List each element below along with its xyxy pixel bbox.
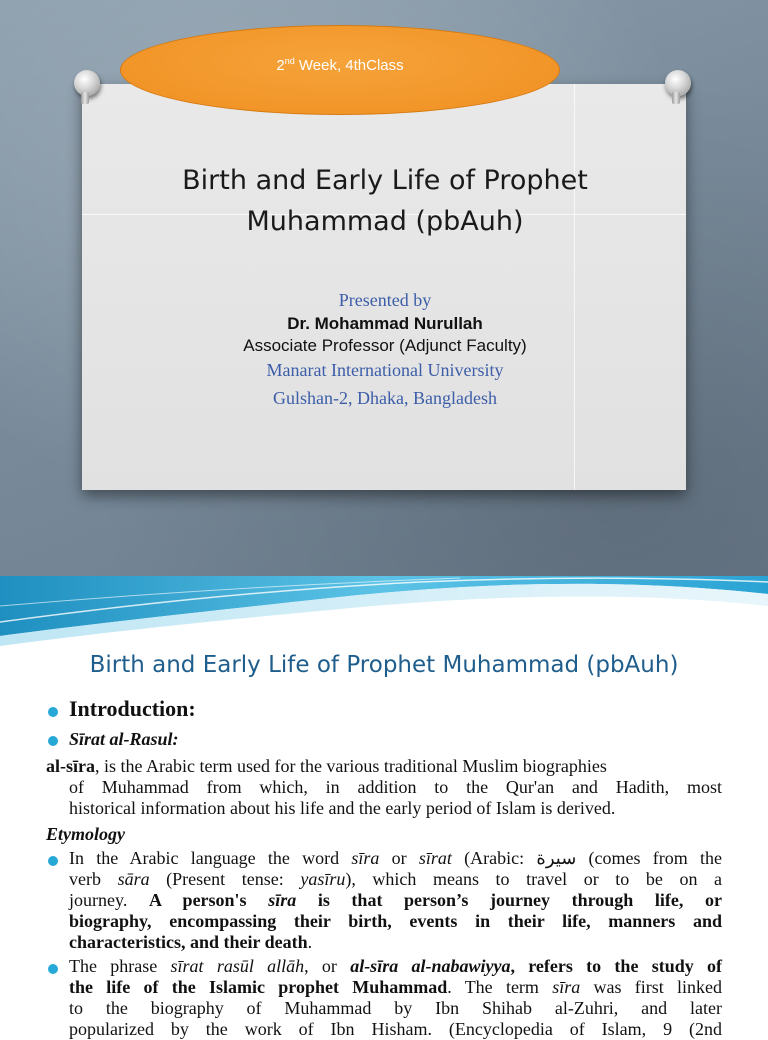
bullet-dot — [48, 736, 58, 746]
sirat-heading: Sīrat al-Rasul: — [69, 729, 179, 749]
university-name: Manarat International University — [266, 360, 504, 380]
etymology-line2: verb sāra (Present tense: yasīru), which means to travel or to be on a — [69, 869, 723, 889]
phrase-line2: the life of the Islamic prophet Muhammad. The term sīra was first linked — [69, 977, 722, 997]
slide-title — [100, 160, 670, 242]
title-card — [82, 84, 686, 490]
pushpin-right-icon — [665, 70, 691, 96]
header-wave-decoration — [0, 576, 768, 646]
bullet-dot — [48, 707, 58, 717]
intro-paragraph-line3: historical information about his life and the early period of Islam is derived. — [69, 798, 616, 818]
phrase-line1: The phrase sīrat rasūl allāh, or al-sīra al-nabawiyya, refers to the study of — [69, 956, 723, 976]
bullet-dot — [48, 964, 58, 974]
card-divider-vertical — [574, 84, 575, 490]
etymology-line3: journey. A person's sīra is that person’s journey through life, or — [69, 890, 722, 910]
intro-paragraph-line1: al-sīra, is the Arabic term used for the various traditional Muslim biographies — [46, 756, 607, 776]
content-slide-title: Birth and Early Life of Prophet Muhammad (pbAuh) — [89, 652, 679, 678]
presented-by: Presented by — [338, 290, 432, 310]
phrase-line3: to the biography of Muhammad by Ibn Shihab al-Zuhri, and later — [69, 998, 722, 1018]
pushpin-left-icon — [74, 70, 100, 96]
slide-title-line2: Muhammad (pbAuh) — [246, 206, 524, 237]
content-slide — [0, 576, 768, 1039]
week-tag-text: 2nd Week, 4thClass — [276, 56, 404, 74]
etymology-line5: characteristics, and their death. — [69, 932, 313, 952]
bullet-dot — [48, 856, 58, 866]
presenter-name: Dr. Mohammad Nurullah — [287, 314, 483, 333]
introduction-heading: Introduction: — [69, 696, 196, 721]
week-tag-oval — [120, 25, 560, 115]
etymology-heading: Etymology — [46, 824, 125, 844]
presenter-role: Associate Professor (Adjunct Faculty) — [243, 336, 527, 355]
intro-paragraph-line2: of Muhammad from which, in addition to the Qur'an and Hadith, most — [69, 777, 722, 797]
phrase-line4: popularized by the work of Ibn Hisham. (Encyclopedia of Islam, 9 (2nd — [69, 1019, 722, 1039]
slide-title-line1: Birth and Early Life of Prophet — [182, 165, 588, 196]
etymology-line4: biography, encompassing their birth, events in their life, manners and — [69, 911, 722, 931]
university-address: Gulshan-2, Dhaka, Bangladesh — [273, 388, 497, 408]
etymology-line1: In the Arabic language the word sīra or sīrat (Arabic: سيرة (comes from the — [69, 848, 722, 868]
